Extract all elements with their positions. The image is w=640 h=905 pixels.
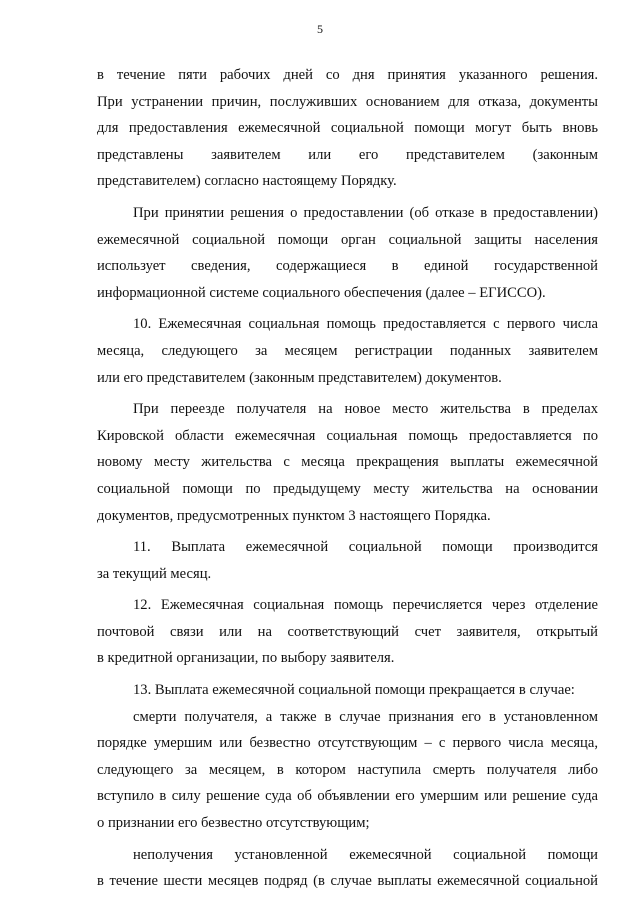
- text-line: 13. Выплата ежемесячной социальной помощи прекращается в случае:: [133, 682, 575, 699]
- text-line: 11. Выплата ежемесячной социальной помощи производится: [133, 539, 598, 556]
- document-body: [97, 62, 598, 895]
- text-line: представлены заявителем или его представителем (законным: [97, 146, 598, 163]
- page-number: 5: [317, 22, 323, 36]
- text-line: в течение пяти рабочих дней со дня принятия указанного решения.: [97, 67, 598, 83]
- text-line: информационной системе социального обеспечения (далее – ЕГИССО).: [97, 284, 546, 301]
- text-line: смерти получателя, а также в случае признания его в установленном: [133, 708, 598, 725]
- text-line: При переезде получателя на новое место жительства в пределах: [133, 401, 598, 418]
- text-line: для предоставления ежемесячной социальной помощи могут быть вновь: [97, 120, 598, 137]
- text-line: почтовой связи или на соответствующий счет заявителя, открытый: [97, 623, 598, 640]
- text-line: вступило в силу решение суда об объявлении его умершим или решение суда: [97, 788, 598, 805]
- text-line: о признании его безвестно отсутствующим;: [97, 815, 370, 832]
- text-line: или его представителем (законным представителем) документов.: [97, 369, 502, 386]
- text-line: ежемесячной социальной помощи орган социальной защиты населения: [97, 231, 598, 248]
- text-line: представителем) согласно настоящему Порядку.: [97, 173, 397, 190]
- text-line: за текущий месяц.: [97, 565, 212, 582]
- text-line: 10. Ежемесячная социальная помощь предоставляется с первого числа: [133, 316, 598, 333]
- text-line: социальной помощи по предыдущему месту жительства на основании: [97, 480, 598, 497]
- text-line: месяца, следующего за месяцем регистрации поданных заявителем: [97, 342, 598, 359]
- text-line: При устранении причин, послуживших основанием для отказа, документы: [97, 93, 598, 110]
- text-line: При принятии решения о предоставлении (об отказе в предоставлении): [133, 204, 598, 221]
- text-line: использует сведения, содержащиеся в единой государственной: [97, 258, 598, 275]
- text-line: следующего за месяцем, в котором наступила смерть получателя либо: [97, 761, 598, 778]
- text-line: порядке умершим или безвестно отсутствующим – с первого числа месяца,: [97, 735, 598, 752]
- text-line: в кредитной организации, по выбору заявителя.: [97, 650, 395, 667]
- text-line: в течение шести месяцев подряд (в случае выплаты ежемесячной социальной: [97, 873, 598, 890]
- text-line: 12. Ежемесячная социальная помощь перечисляется через отделение: [133, 597, 598, 614]
- text-line: документов, предусмотренных пунктом 3 настоящего Порядка.: [97, 507, 491, 524]
- text-line: неполучения установленной ежемесячной социальной помощи: [133, 846, 598, 863]
- text-line: новому месту жительства с месяца прекращения выплаты ежемесячной: [97, 454, 598, 471]
- text-line: Кировской области ежемесячная социальная помощь предоставляется по: [97, 427, 598, 444]
